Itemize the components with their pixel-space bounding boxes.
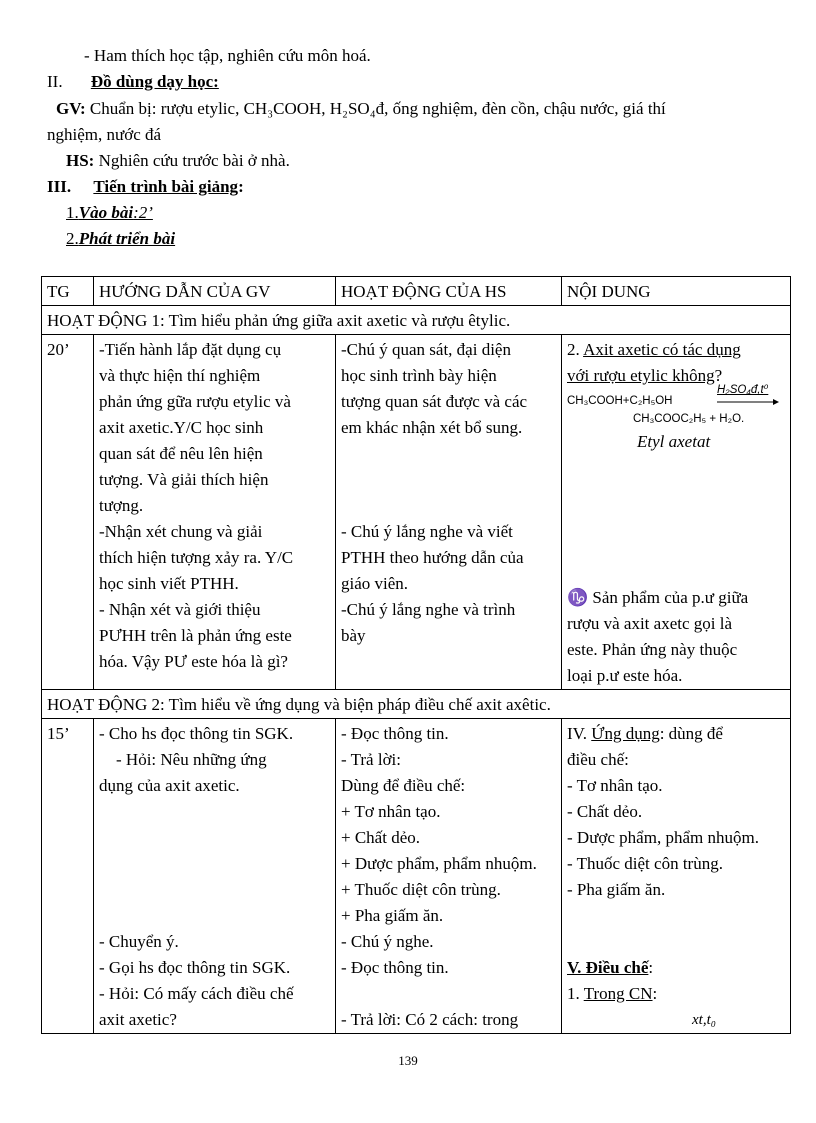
section-3-number: III. <box>47 177 72 196</box>
industrial-condition: xt,t₀ <box>692 1012 716 1028</box>
row-1-teacher-guide: -Tiến hành lắp đặt dụng cụ và thực hiện thí nghiệm phản ứng gữa rượu etylic và axit axetic.Y/C học sinh quan sát để nêu lên hiện tượng. Và giải thích hiện tượng. -Nhận xét chung và giải thích hiện tượng xảy ra. Y/C học sinh viết PTHH. - Nhận xét và giới thiệu PƯHH trên là phản ứng este hóa. Vậy PƯ este hóa là gì? <box>94 335 336 690</box>
gv-label: GV: <box>56 99 86 118</box>
preparation-heading: V. Điều chế: <box>567 958 654 977</box>
ester-bullet-icon: ♑ <box>567 588 589 607</box>
vao-bai-heading: 1.Vào bài:2’ <box>66 203 153 222</box>
applications-heading: IV. Ứng dụng: dùng để <box>567 724 723 743</box>
activity-2-title-row <box>42 690 791 719</box>
product-name: Etyl axetat <box>637 432 711 451</box>
header-time: TG <box>42 277 94 306</box>
row-1-time: 20’ <box>42 335 94 690</box>
row-1-content: 2. Axit axetic có tác dụng với rượu etylic không? H₂SO₄đ,t⁰ CH₃COOH+C₂H₅OH CH₃COOC₂H₅ + H₂O. Etyl axetat ♑ Sản phẩm của p.ư giữa rượu và axit axetc gọi là este. Phản ứng này thuộc loại p.ư este hóa. <box>562 335 791 690</box>
section-2-heading <box>47 70 219 94</box>
row-2-content: IV. Ứng dụng: dùng để điều chế: - Tơ nhân tạo. - Chất dẻo. - Dược phẩm, phẩm nhuộm. - Thuốc diệt côn trùng. - Pha giấm ăn. V. Điều chế: 1. Trong CN: xt,t₀ <box>562 719 791 1034</box>
catalyst-label: H₂SO₄đ,t⁰ <box>717 384 769 396</box>
activity-1-title-row <box>42 306 791 335</box>
hs-prep-text: Nghiên cứu trước bài ở nhà. <box>98 151 290 170</box>
row-2-student-activity: - Đọc thông tin. - Trả lời: Dùng để điều chế: + Tơ nhân tạo. + Chất dẻo. + Dược phẩm, phẩm nhuộm. + Thuốc diệt côn trùng. + Pha giấm ăn. - Chú ý nghe. - Đọc thông tin. - Trả lời: Có 2 cách: trong <box>336 719 562 1034</box>
intro-line-hobby: - Ham thích học tập, nghiên cứu môn hoá. <box>84 46 371 65</box>
gv-materials-text: Chuẩn bị: rượu etylic, CH₃COOH, H₂SO₄đ, ống nghiệm, đèn cồn, chậu nước, giá thí <box>89 99 666 118</box>
esterification-equation <box>567 384 785 429</box>
header-teacher-guide: HƯỚNG DẪN CỦA GV <box>94 277 336 306</box>
reaction-arrow-icon <box>717 398 779 406</box>
phat-trien-bai-heading: 2.Phát triển bài <box>66 229 176 248</box>
section-3-title: Tiến trình bài giảng <box>93 177 239 196</box>
equation-reactants: CH₃COOH+C₂H₅OH <box>567 395 673 407</box>
ester-definition: ♑ Sản phẩm của p.ư giữa <box>567 588 749 607</box>
vao-bai-label: Vào bài <box>78 203 134 222</box>
table-header-row <box>42 277 791 306</box>
table-row <box>42 719 791 1034</box>
header-student-activity: HOẠT ĐỘNG CỦA HS <box>336 277 562 306</box>
section-2-title: Đồ dùng dạy học: <box>90 72 219 91</box>
activity-1-title: HOẠT ĐỘNG 1: Tìm hiểu phản ứng giữa axit axetic và rượu êtylic. <box>42 306 791 335</box>
hs-prep-line <box>66 149 290 173</box>
phat-trien-bai-label: Phát triển bài <box>78 229 176 248</box>
activity-2-title: HOẠT ĐỘNG 2: Tìm hiểu về ứng dụng và biện pháp điều chế axit axêtic. <box>42 690 791 719</box>
row-1-student-activity: -Chú ý quan sát, đại diện học sinh trình bày hiện tượng quan sát được và các em khác nhận xét bổ sung. - Chú ý lắng nghe và viết PTHH theo hướng dẫn của giáo viên. -Chú ý lắng nghe và trình bày <box>336 335 562 690</box>
section-3-heading: III. Tiến trình bài giảng: <box>47 177 244 196</box>
hs-label: HS: <box>66 151 95 170</box>
table-row <box>42 335 791 690</box>
gv-materials-continued: nghiệm, nước đá <box>47 125 162 144</box>
row-2-time: 15’ <box>42 719 94 1034</box>
esterification-title: 2. Axit axetic có tác dụng <box>567 340 741 359</box>
lesson-plan-table <box>41 276 791 1034</box>
industrial-heading: 1. Trong CN: <box>567 984 658 1003</box>
equation-products: CH₃COOC₂H₅ + H₂O. <box>633 413 745 425</box>
header-content: NỘI DUNG <box>562 277 791 306</box>
section-2-number: II. <box>47 72 63 91</box>
row-2-teacher-guide: - Cho hs đọc thông tin SGK. - Hỏi: Nêu những ứng dụng của axit axetic. - Chuyển ý. - Gọi hs đọc thông tin SGK. - Hỏi: Có mấy cách điều chế axit axetic? <box>94 719 336 1034</box>
page-number: 139 <box>398 1053 418 1068</box>
gv-materials-line <box>56 97 666 121</box>
